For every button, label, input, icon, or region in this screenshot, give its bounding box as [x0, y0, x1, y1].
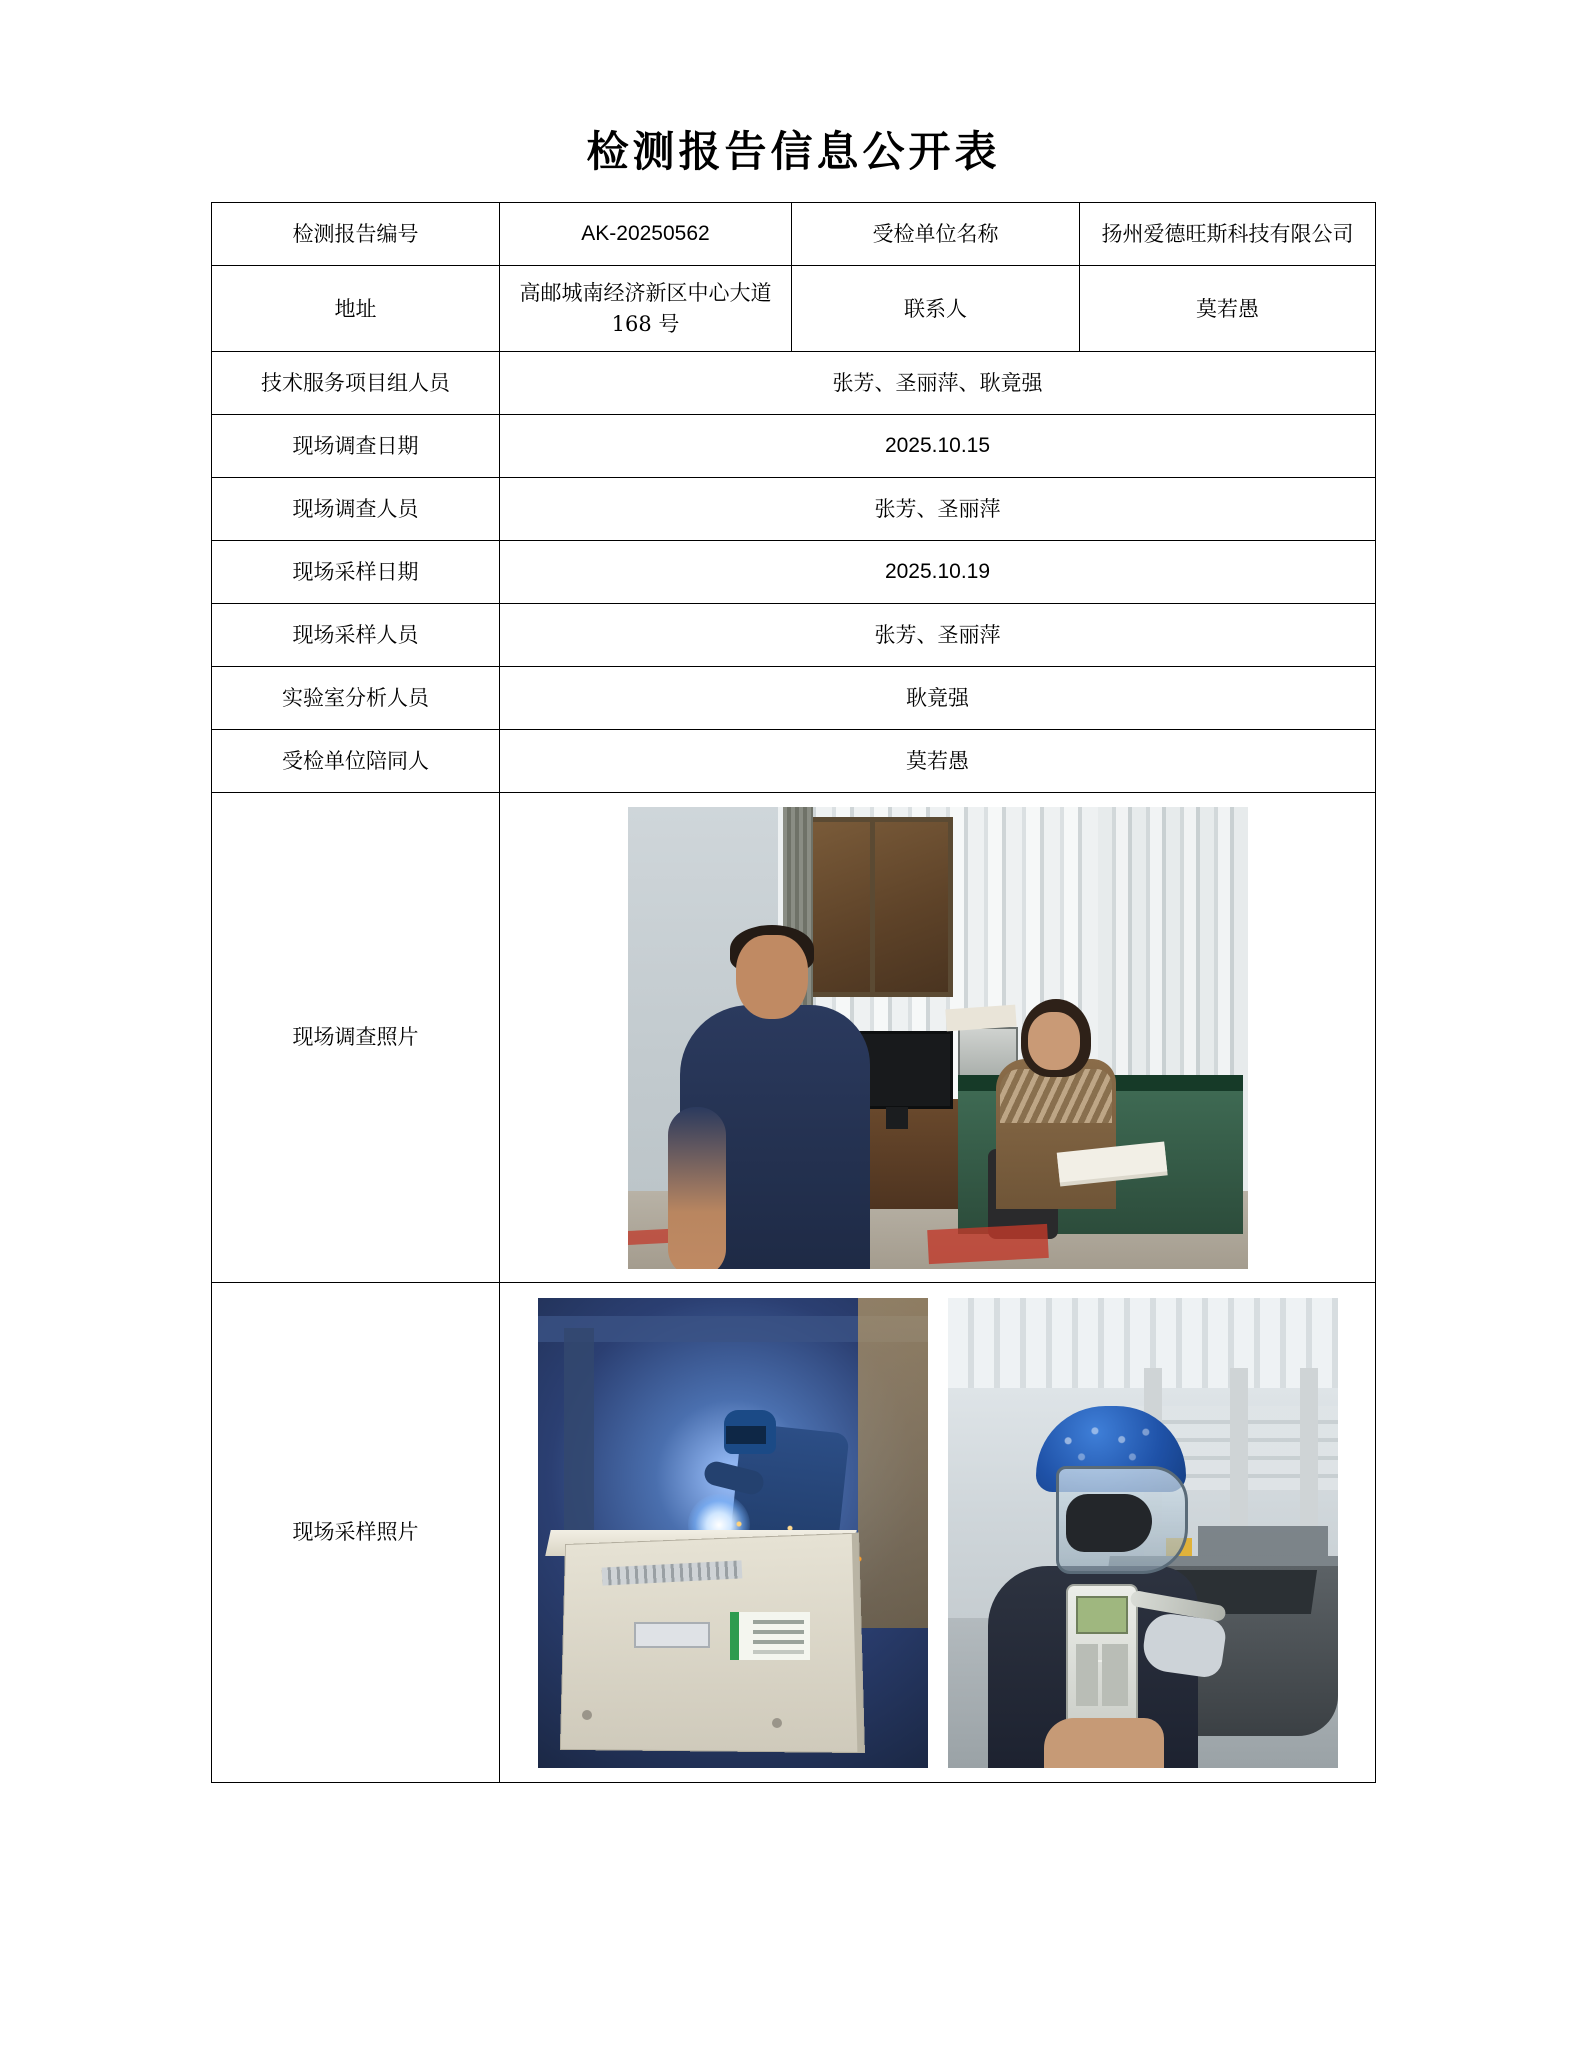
label-survey-photo: 现场调查照片 [212, 793, 500, 1283]
value-company: 扬州爱德旺斯科技有限公司 [1080, 203, 1376, 266]
table-row [212, 266, 1376, 352]
value-accompanying-person: 莫若愚 [500, 730, 1376, 793]
sampling-photo-cell [500, 1283, 1376, 1783]
value-survey-date: 2025.10.15 [500, 415, 1376, 478]
photo-person-seated-jacket [1000, 1069, 1112, 1123]
photo-person-standing-head [736, 935, 808, 1019]
photo-survey-office [628, 807, 1248, 1269]
value-report-no: AK-20250562 [500, 203, 792, 266]
label-contact: 联系人 [792, 266, 1080, 352]
label-sampling-photo: 现场采样照片 [212, 1283, 500, 1783]
photo-green-label [730, 1612, 810, 1660]
photo-papers-on-desk [945, 1004, 1016, 1031]
table-row [212, 730, 1376, 793]
label-report-no: 检测报告编号 [212, 203, 500, 266]
table-row [212, 604, 1376, 667]
photo-filter-holder [634, 1622, 710, 1648]
photo-meter-display [1076, 1596, 1128, 1634]
table-row-survey-photo [212, 793, 1376, 1283]
value-project-team: 张芳、圣丽萍、耿竟强 [500, 352, 1376, 415]
photo-worker-hand [1044, 1718, 1164, 1768]
photo-noise-sampling [948, 1298, 1338, 1768]
value-address: 高邮城南经济新区中心大道 168 号 [500, 266, 792, 352]
table-row [212, 352, 1376, 415]
label-company: 受检单位名称 [792, 203, 1080, 266]
photo-monitor-stand [886, 1107, 908, 1129]
page-title: 检测报告信息公开表 [586, 127, 1001, 176]
value-lab-analyst: 耿竟强 [500, 667, 1376, 730]
label-accompanying-person: 受检单位陪同人 [212, 730, 500, 793]
photo-red-folder [927, 1224, 1049, 1264]
survey-photo-cell [500, 793, 1376, 1283]
label-sampling-date: 现场采样日期 [212, 541, 500, 604]
value-sampling-date: 2025.10.19 [500, 541, 1376, 604]
photo-meter-keypad [1076, 1644, 1128, 1706]
survey-photo-wrap [510, 807, 1365, 1269]
photo-person-standing-arm [668, 1107, 726, 1269]
label-address: 地址 [212, 266, 500, 352]
photo-screw-left [582, 1710, 592, 1720]
photo-roof-panels [948, 1298, 1338, 1388]
value-sampling-staff: 张芳、圣丽萍 [500, 604, 1376, 667]
table-row [212, 667, 1376, 730]
photo-person-seated-head [1028, 1012, 1080, 1070]
photo-welding-sampling [538, 1298, 928, 1768]
photo-face-mask [1066, 1494, 1152, 1552]
label-lab-analyst: 实验室分析人员 [212, 667, 500, 730]
report-info-table [211, 202, 1376, 1783]
label-survey-date: 现场调查日期 [212, 415, 500, 478]
photo-screw-right [772, 1718, 782, 1728]
label-project-team: 技术服务项目组人员 [212, 352, 500, 415]
photo-welder-visor [726, 1426, 766, 1444]
table-row [212, 415, 1376, 478]
table-row-sampling-photo [212, 1283, 1376, 1783]
value-survey-staff: 张芳、圣丽萍 [500, 478, 1376, 541]
value-contact: 莫若愚 [1080, 266, 1376, 352]
table-row [212, 541, 1376, 604]
label-sampling-staff: 现场采样人员 [212, 604, 500, 667]
sampling-photo-wrap [510, 1298, 1365, 1768]
table-row [212, 203, 1376, 266]
label-survey-staff: 现场调查人员 [212, 478, 500, 541]
table-row [212, 478, 1376, 541]
